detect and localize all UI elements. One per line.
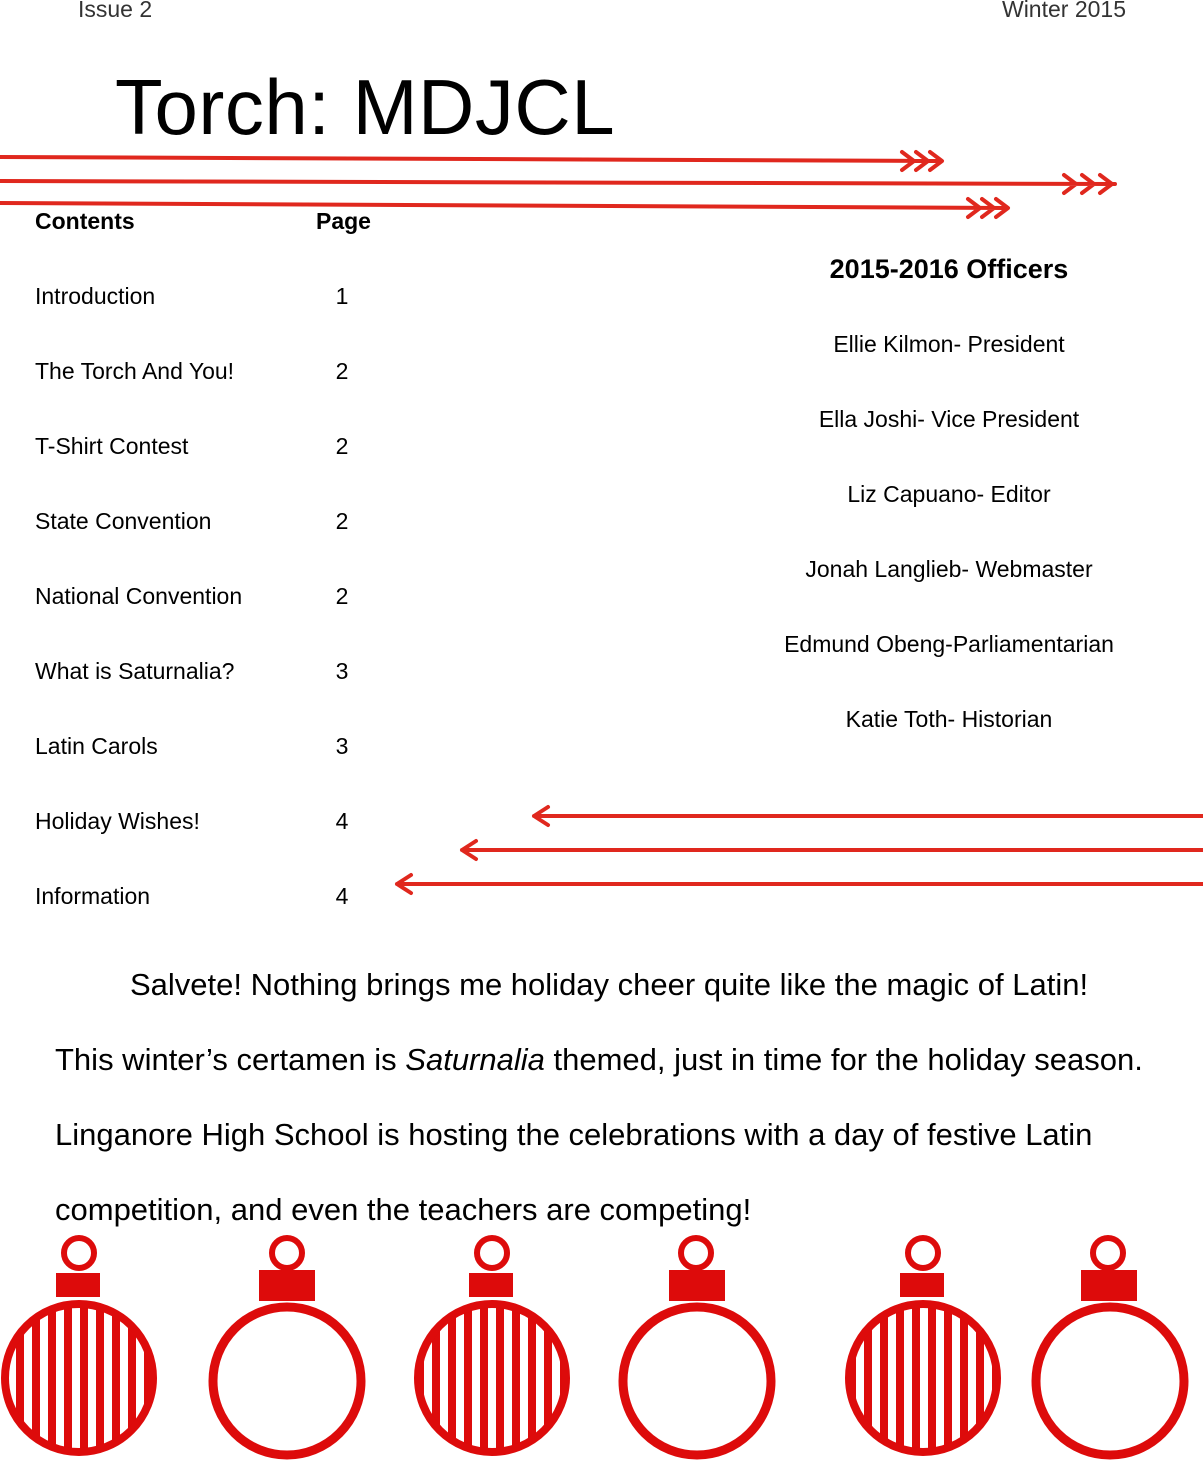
arrow-right-icon [0,199,1008,217]
toc-entry-page: 1 [335,283,349,309]
toc-entry-label: The Torch And You! [35,358,235,384]
arrow-left-icon [534,807,1203,825]
officer-entry: Ellie Kilmon- President [833,331,1065,357]
ornament-icon [213,1238,361,1455]
intro-text: themed, just in time for the holiday season. Linganore High School is hosting the celebrations with a day of festive Latin competition, and even the teachers are competing! [55,1042,1143,1227]
officer-entry: Edmund Obeng-Parliamentarian [784,631,1114,657]
intro-text: Salvete! Nothing brings me holiday cheer quite like the magic of Latin! This winter’s certamen is [55,967,1089,1077]
toc-entry-label: Holiday Wishes! [35,808,200,834]
ornament-icon [418,1238,566,1452]
officer-entry: Katie Toth- Historian [845,706,1053,732]
toc-entry-label: State Convention [35,508,212,534]
toc-entry-page: 3 [335,658,349,684]
toc-heading-page: Page [316,208,371,234]
toc-entry-page: 4 [335,883,349,909]
toc-entry-label: Information [35,883,151,909]
officer-entry: Jonah Langlieb- Webmaster [805,556,1093,582]
toc-entry-page: 3 [335,733,349,759]
toc-entry-page: 2 [335,358,349,384]
toc-entry-label: Introduction [35,283,156,309]
toc-entry-label: Latin Carols [35,733,158,759]
arrow-right-icon [0,152,942,170]
ornament-icon [1036,1238,1184,1455]
ornament-icon [5,1238,153,1452]
officers-heading: 2015-2016 Officers [829,254,1069,284]
toc-entry-label: T-Shirt Contest [35,433,189,459]
season-label: Winter 2015 [1001,0,1126,22]
arrow-left-icon [397,875,1203,893]
toc-entry-page: 2 [335,583,349,609]
toc-entry-label: National Convention [35,583,243,609]
toc-heading-contents: Contents [35,208,135,234]
newsletter-title: Torch: MDJCL [115,63,616,151]
toc-entry-page: 2 [335,508,349,534]
toc-entry-page: 2 [335,433,349,459]
ornament-icon [849,1238,997,1452]
toc-entry-label: What is Saturnalia? [35,658,235,684]
ornament-icon [623,1238,771,1455]
intro-italic-text: Saturnalia [405,1042,545,1077]
arrow-left-icon [462,841,1203,859]
officer-entry: Ella Joshi- Vice President [818,406,1080,432]
officer-entry: Liz Capuano- Editor [847,481,1051,507]
toc-entry-page: 4 [335,808,349,834]
arrow-right-icon [0,175,1115,193]
issue-label: Issue 2 [78,0,153,22]
intro-paragraph [55,947,1145,1247]
